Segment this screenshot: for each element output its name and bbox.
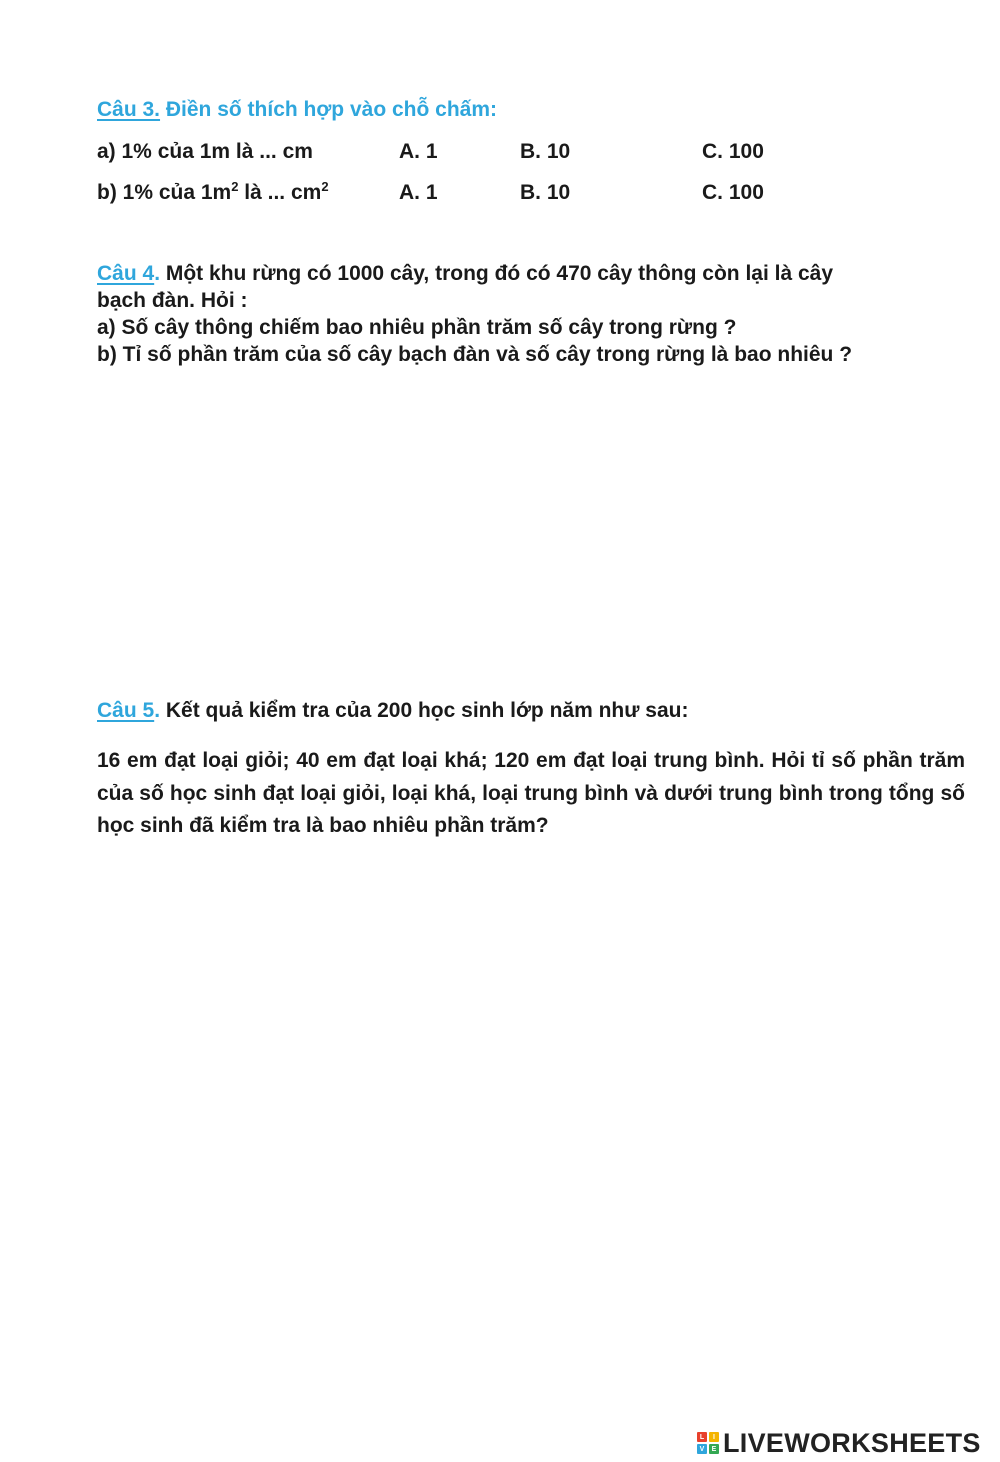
q5-label: Câu 5 [97,699,155,722]
q3-row-a-prompt: a) 1% của 1m là ... cm [97,140,313,163]
logo-letter-e: E [709,1444,719,1454]
logo-mark-icon [697,1432,719,1454]
q5-title: Kết quả kiểm tra của 200 học sinh lớp năm như sau: [160,699,689,722]
q3-row-a-option-b[interactable]: B. 10 [520,140,571,163]
logo-letter-v: V [697,1444,707,1454]
liveworksheets-logo [697,1428,981,1458]
q3-title: Điền số thích hợp vào chỗ chấm: [160,98,498,121]
q4-line-2: bạch đàn. Hỏi : [97,289,248,312]
q4-question-a: a) Số cây thông chiếm bao nhiêu phần trăm số cây trong rừng ? [97,316,737,339]
q4-question-b: b) Tỉ số phần trăm của số cây bạch đàn và số cây trong rừng là bao nhiêu ? [97,343,853,366]
q3-row-b-prompt [97,180,329,206]
q3-label: Câu 3. [97,98,161,121]
q3-row-b-mid: là ... cm [238,181,322,204]
q4-line-1-text: Một khu rừng có 1000 cây, trong đó có 470 cây thông còn lại là cây [160,262,834,285]
q3-row-b-option-a[interactable]: A. 1 [399,181,438,204]
q5-label-dot: . [154,699,161,722]
q3-row-b-option-c[interactable]: C. 100 [702,181,764,204]
q3-row-b-prefix: b) 1% của 1m [97,181,232,204]
q3-row-b-sup2: 2 [321,179,329,194]
q4-label-dot: . [154,262,161,285]
q3-row-b-option-b[interactable]: B. 10 [520,181,571,204]
q3-heading [97,97,497,123]
q3-row-b-sup1: 2 [231,179,239,194]
logo-letter-l: L [697,1432,707,1442]
q4-label: Câu 4 [97,262,155,285]
brand-name: LIVEWORKSHEETS [723,1428,981,1458]
q5-body: 16 em đạt loại giỏi; 40 em đạt loại khá; 120 em đạt loại trung bình. Hỏi tỉ số phần trăm của số học sinh đạt loại giỏi, loại khá, loại trung bình và dưới trung bình trong tổng số học sinh đã kiểm tra là bao nhiêu phần trăm? [97,749,965,837]
q5-heading [97,698,688,724]
q4-line-1 [97,260,833,287]
logo-letter-i: I [709,1432,719,1442]
q3-row-a-option-a[interactable]: A. 1 [399,140,438,163]
q3-row-a-option-c[interactable]: C. 100 [702,140,764,163]
